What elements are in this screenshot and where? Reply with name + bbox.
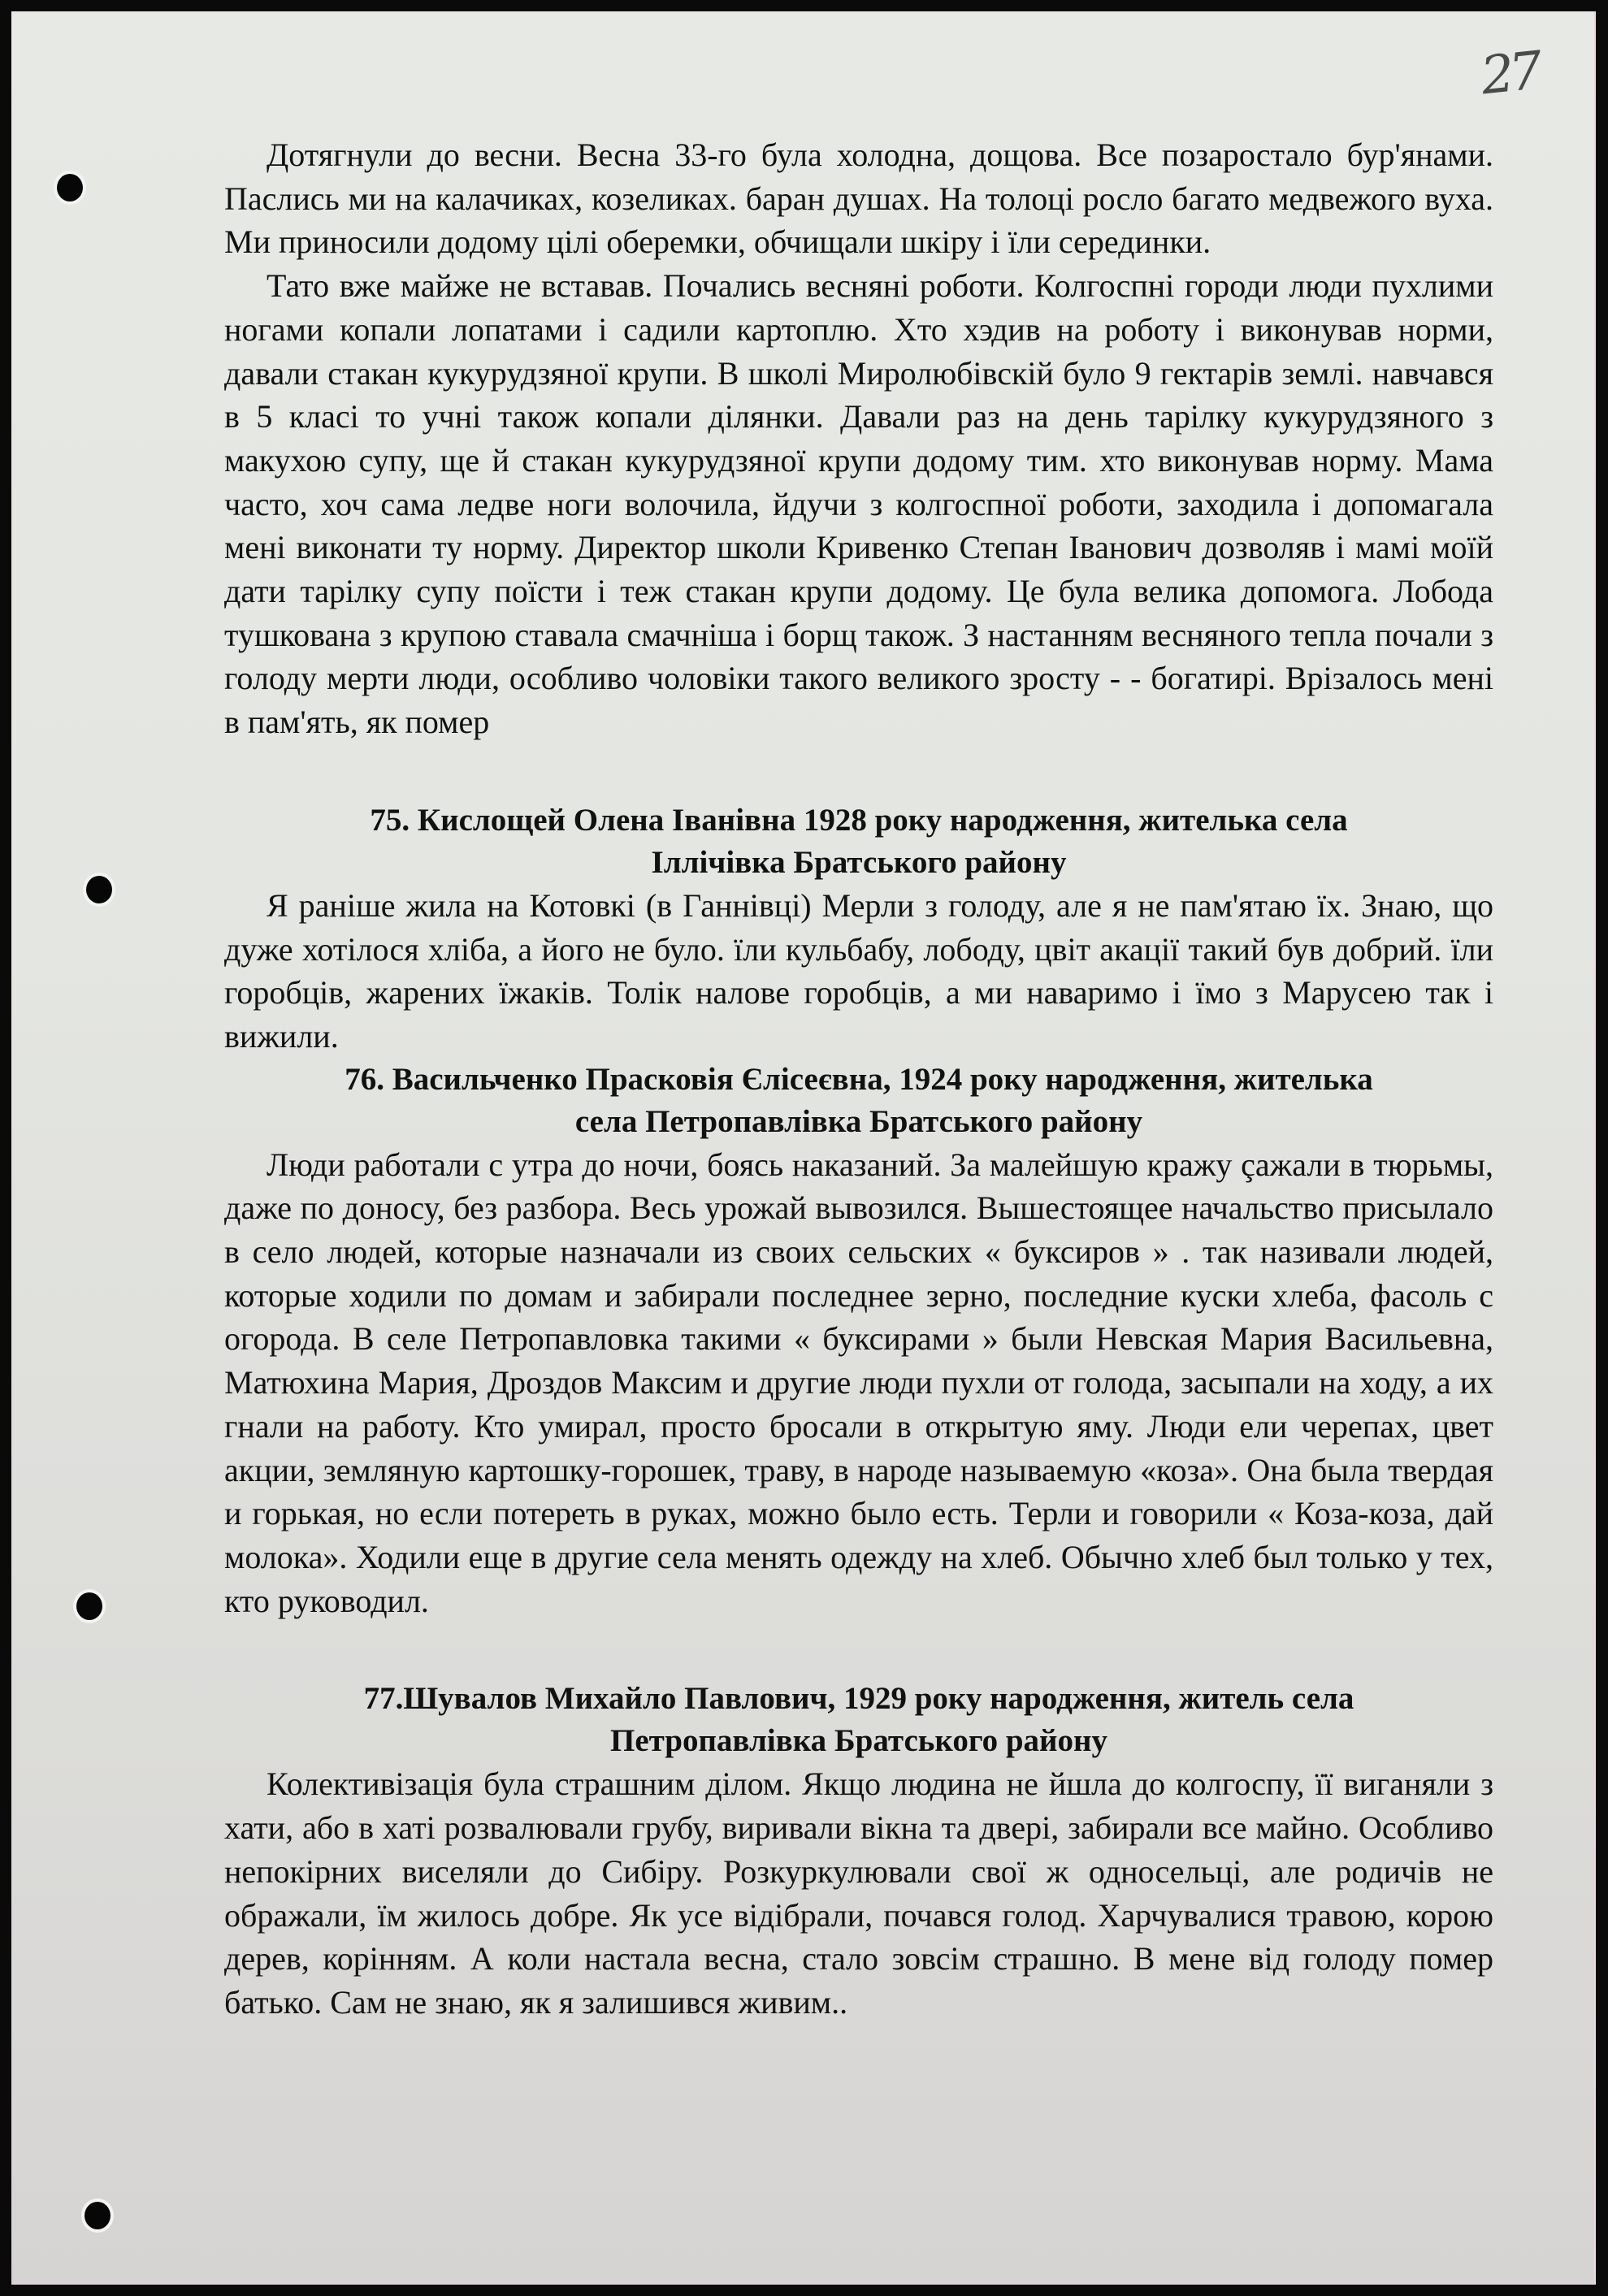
testimony-heading: 77.Шувалов Михайло Павлович, 1929 року народження, житель села xyxy=(363,1681,1354,1717)
punch-hole xyxy=(85,2202,111,2229)
punch-hole xyxy=(76,1592,102,1620)
document-body xyxy=(224,133,1493,2025)
testimony-body: Колективізація була страшним ділом. Якщо людина не йшла до колгоспу, її виганяли з хати, або в хаті розвалювали грубу, виривали вікна та двері, забирали все майно. Особливо непокірних виселяли до Сибіру. Розкуркулювали свої ж односельці, але родичів не ображали, їм жилось добре. Як усе відібрали, почався голод. Харчувалися травою, корою дерев, корінням. А коли настала весна, стало зовсім страшно. В мене від голоду помер батько. Сам не знаю, як я залишився живим.. xyxy=(224,1765,1493,2021)
testimony-heading-line2: села Петропавлівка Братського району xyxy=(574,1103,1143,1139)
scanned-page xyxy=(11,11,1596,2285)
handwritten-page-number: 27 xyxy=(1477,41,1541,107)
testimony-77 xyxy=(224,1678,1493,2024)
testimony-heading: 75. Кислощей Олена Іванівна 1928 року народження, жителька села xyxy=(370,802,1348,838)
testimony-body: Я раніше жила на Котовкі (в Ганнівці) Мерли з голоду, але я не пам'ятаю їх. Знаю, що дуже хотілося хліба, а його не було. їли кульбабу, лободу, цвіт акації такий був добрий. їли горобців, жарених їжаків. Толік налове горобців, а ми наваримо і їмо з Марусею так і вижили. xyxy=(224,886,1493,1055)
testimony-75 xyxy=(224,799,1493,1059)
testimony-heading-line2: Іллічівка Братського району xyxy=(651,844,1067,880)
testimony-heading: 76. Васильченко Прасковія Єлісеєвна, 1924 року народження, жителька xyxy=(345,1061,1373,1097)
punch-hole xyxy=(57,174,83,201)
testimony-heading-line2: Петропавлівка Братського району xyxy=(609,1723,1107,1759)
testimony-body: Люди работали с утра до ночи, боясь наказаний. За малейшую кражу çажали в тюрьмы, даже по доносу, без разбора. Весь урожай вывозился. Вышестоящее начальство присылало в село людей, которые назначали из своих сельских « буксиров » . так називали людей, которые ходили по домам и забирали последнее зерно, последние куски хлеба, фасоль с огорода. В селе Петропавловка такими « буксирами » были Невская Мария Васильевна, Матюхина Мария, Дроздов Максим и другие люди пухли от голода, засыпали на ходу, а их гнали на работу. Кто умирал, просто бросали в открытую яму. Люди ели черепах, цвет акции, земляную картошку-горошек, траву, в народе называемую «коза». Она была твердая и горькая, но если потереть в руках, можно было есть. Терли и говорили « Коза-коза, дай молока». Ходили еще в другие села менять одежду на хлеб. Обычно хлеб был только у тех, кто руководил. xyxy=(224,1146,1493,1619)
testimony-76 xyxy=(224,1059,1493,1623)
punch-hole xyxy=(86,876,112,903)
intro-paragraph-1: Дотягнули до весни. Весна 33-го була холодна, дощова. Все позаростало бур'янами. Паслись ми на калачиках, козеликах. баран душах. На толоці росло багато медвежого вуха. Ми приносили додому цілі оберемки, обчищали шкіру і їли серединки. xyxy=(224,136,1493,261)
intro-paragraph-2: Тато вже майже не вставав. Почались весняні роботи. Колгоспні городи люди пухлими ногами копали лопатами і садили картоплю. Хто хэдив на роботу і виконував норми, давали стакан кукурудзяної крупи. В школі Миролюбівскій було 9 гектарів землі. навчався в 5 класі то учні також копали ділянки. Давали раз на день тарілку кукурудзяного з макухою супу, ще й стакан кукурудзяної крупи додому тим. хто виконував норму. Мама часто, хоч сама ледве ноги волочила, йдучи з колгоспної роботи, заходила і допомагала мені виконати ту норму. Директор школи Кривенко Степан Іванович дозволяв і мамі моїй дати тарілку супу поїсти і теж стакан крупи додому. Це була велика допомога. Лобода тушкована з крупою ставала смачніша і борщ також. З настанням весняного тепла почали з голоду мерти люди, особливо чоловіки такого великого зросту - - богатирі. Врізалось мені в пам'ять, як помер xyxy=(224,267,1493,741)
